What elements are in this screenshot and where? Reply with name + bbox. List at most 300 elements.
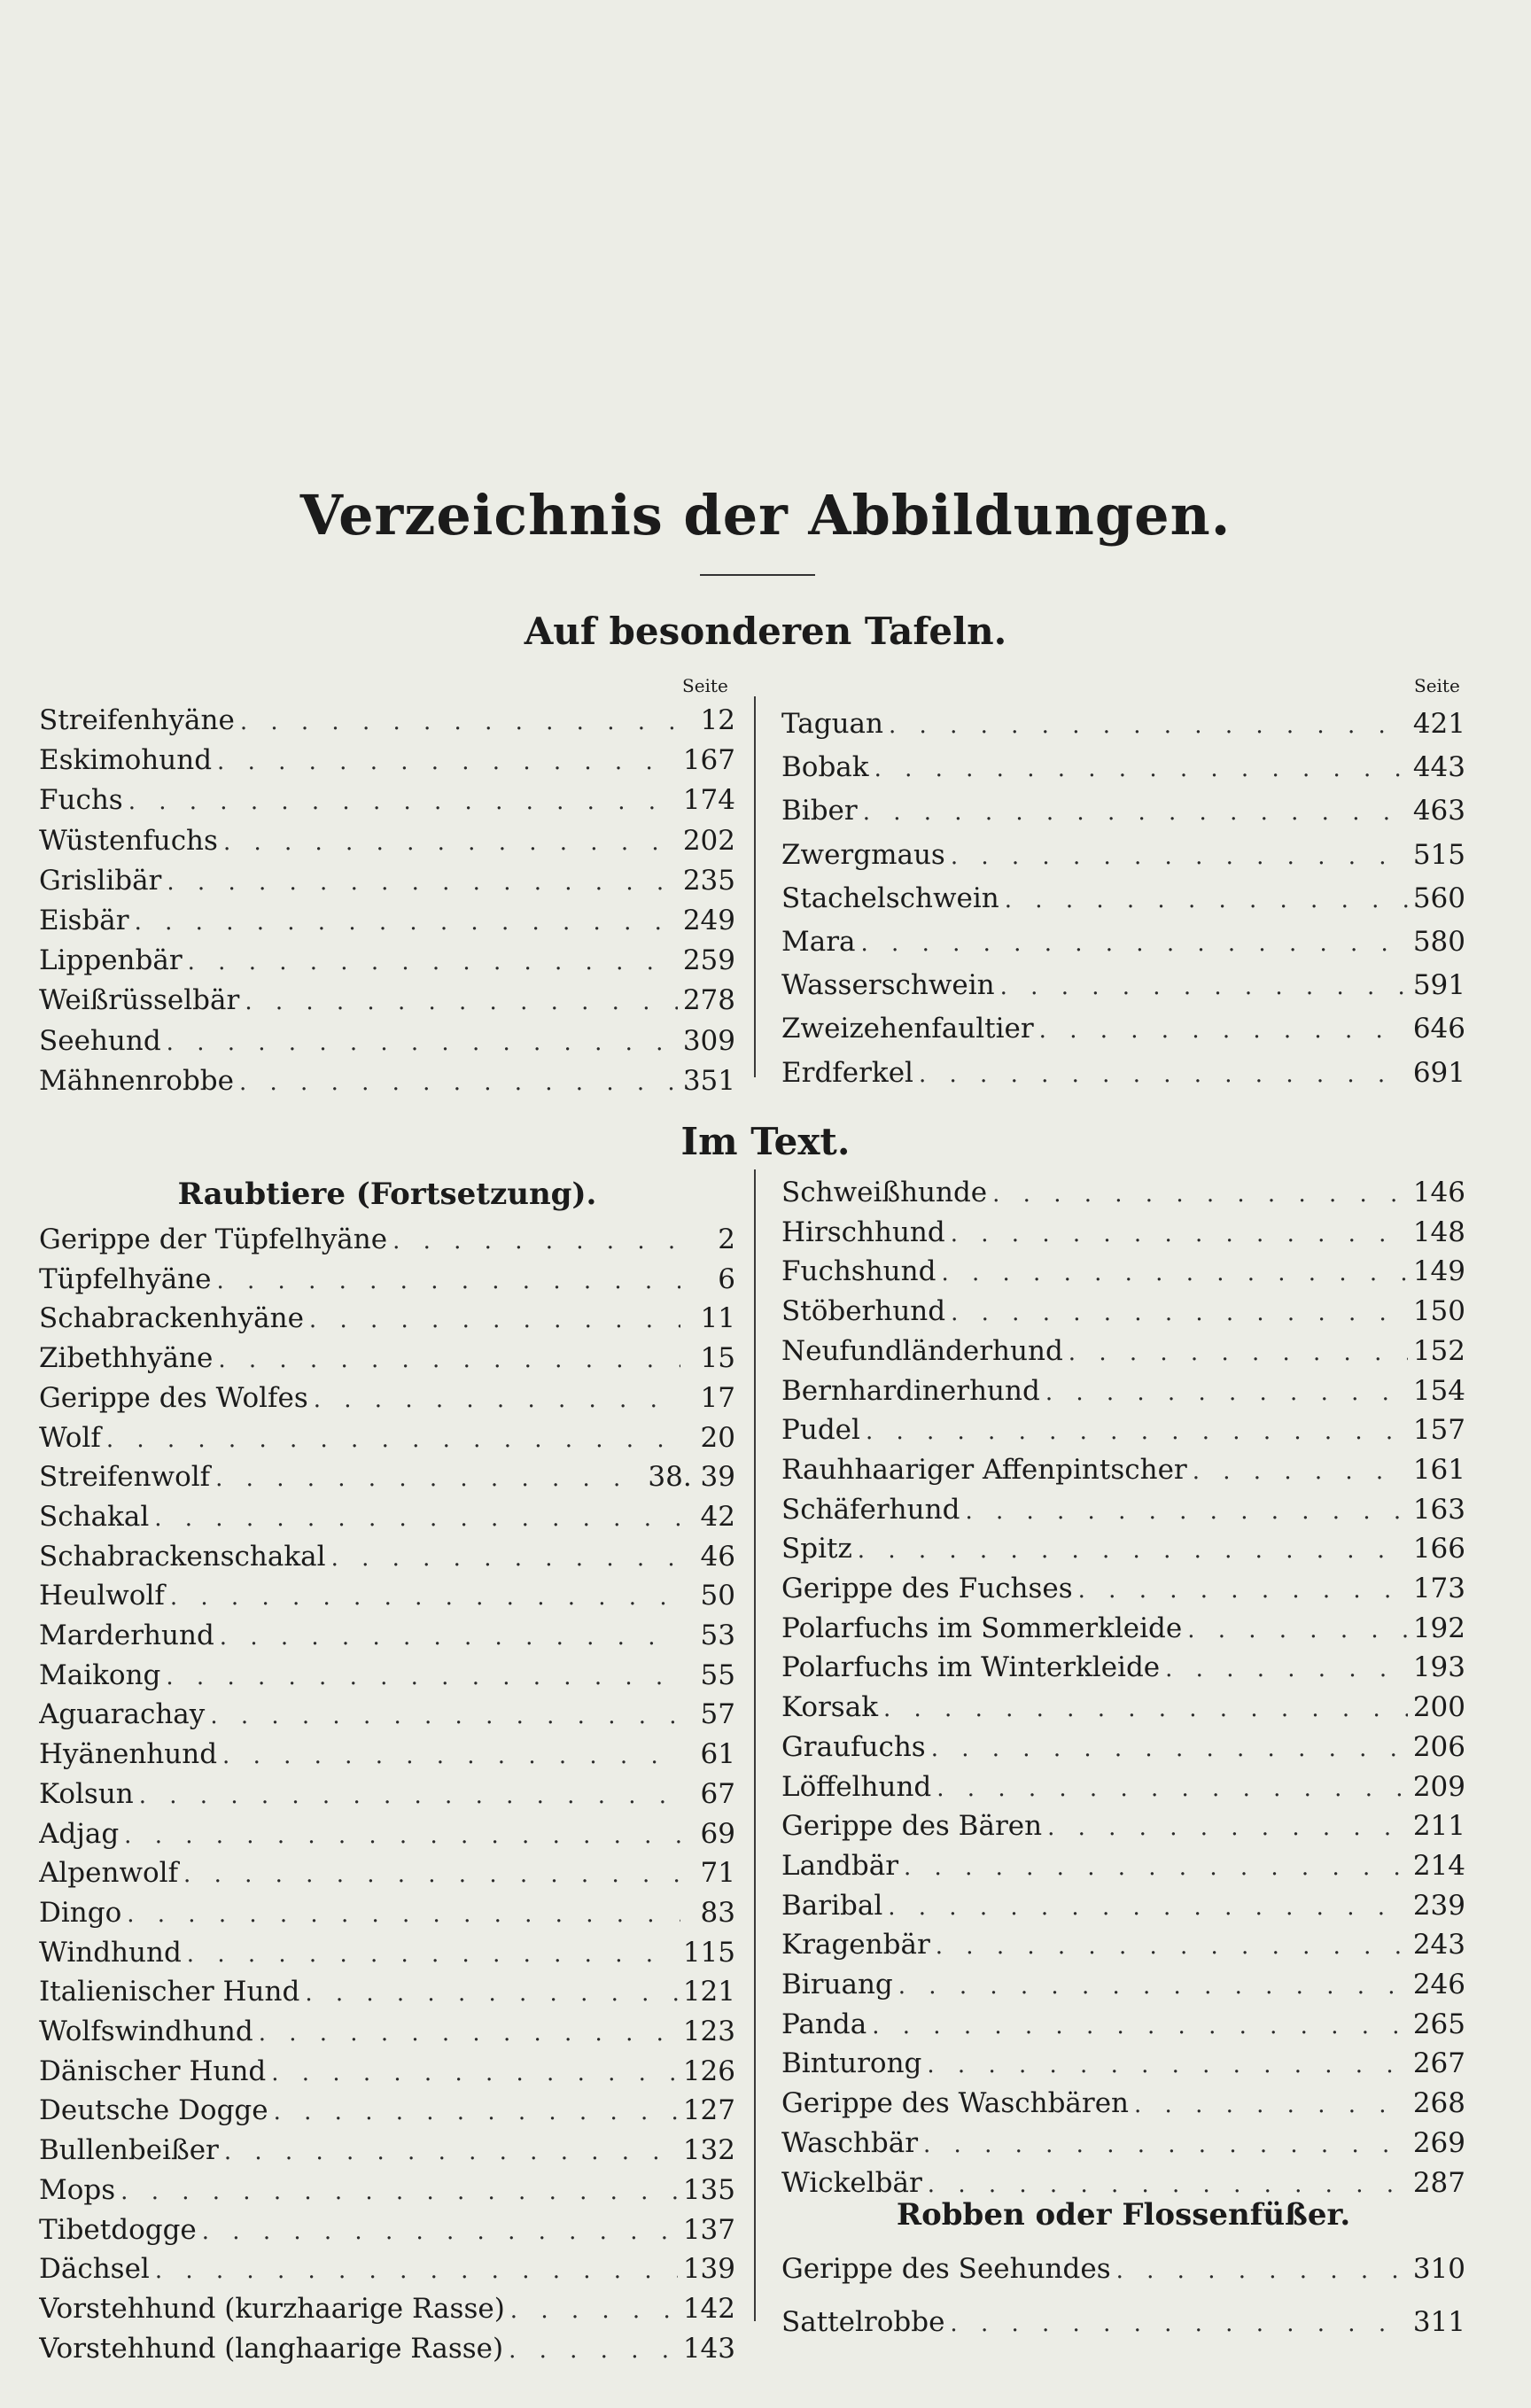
entry-page: 259 xyxy=(682,944,735,977)
dot-leader xyxy=(510,2292,678,2330)
list-item xyxy=(781,1253,1465,1293)
column-divider-text xyxy=(754,1169,756,2321)
entry-page: 193 xyxy=(1412,1651,1465,1684)
entry-name: Waschbär xyxy=(781,2126,919,2159)
entry-page: 17 xyxy=(700,1381,735,1414)
dot-leader xyxy=(951,836,1408,878)
robben-list xyxy=(781,2243,1465,2350)
list-item xyxy=(39,822,735,862)
entry-page: 50 xyxy=(700,1580,735,1612)
dot-leader xyxy=(992,1176,1408,1214)
dot-leader xyxy=(936,1928,1408,1966)
entry-name: Stöberhund xyxy=(781,1295,946,1328)
list-item xyxy=(39,1775,735,1815)
list-item xyxy=(39,2171,735,2211)
entry-name: Maikong xyxy=(39,1658,161,1691)
list-item xyxy=(781,835,1465,878)
list-item xyxy=(39,1379,735,1419)
list-item xyxy=(39,2211,735,2251)
entry-name: Wasserschwein xyxy=(781,969,995,1002)
list-item xyxy=(39,1498,735,1538)
list-item xyxy=(39,1815,735,1855)
dot-leader xyxy=(240,703,680,742)
entry-page: 560 xyxy=(1412,882,1465,914)
list-item xyxy=(39,1973,735,2013)
list-item xyxy=(39,1577,735,1617)
dot-leader xyxy=(923,2126,1408,2164)
entry-name: Landbär xyxy=(781,1849,899,1882)
entry-page: 421 xyxy=(1412,708,1465,740)
dot-leader xyxy=(965,1493,1407,1531)
list-item xyxy=(39,1419,735,1459)
heading-tafeln: Auf besonderen Tafeln. xyxy=(524,610,1007,653)
entry-page: 202 xyxy=(682,824,735,857)
entry-page: 310 xyxy=(1412,2253,1465,2285)
list-item xyxy=(39,1022,735,1062)
list-item xyxy=(781,1887,1465,1927)
entry-name: Dächsel xyxy=(39,2253,150,2286)
entry-name: Eskimohund xyxy=(39,744,213,777)
list-item xyxy=(39,862,735,902)
entry-page: 142 xyxy=(682,2292,735,2325)
entry-name: Gerippe des Waschbären xyxy=(781,2087,1130,2120)
list-item xyxy=(39,1062,735,1102)
entry-name: Hyänenhund xyxy=(39,1738,218,1771)
entry-name: Schabrackenhyäne xyxy=(39,1302,304,1335)
entry-page: 149 xyxy=(1412,1255,1465,1288)
entry-page: 57 xyxy=(700,1698,735,1731)
dot-leader xyxy=(888,1889,1408,1927)
entry-name: Stachelschwein xyxy=(781,882,999,914)
entry-page: 11 xyxy=(700,1302,735,1335)
list-item xyxy=(781,1372,1465,1412)
dot-leader xyxy=(1078,1572,1408,1610)
entry-page: 132 xyxy=(682,2134,735,2167)
list-item xyxy=(39,1696,735,1736)
entry-page: 71 xyxy=(700,1857,735,1890)
entry-page: 192 xyxy=(1412,1612,1465,1644)
entry-page: 311 xyxy=(1412,2306,1465,2338)
entry-page: 235 xyxy=(682,864,735,897)
entry-page: 2 xyxy=(718,1223,735,1255)
dot-leader xyxy=(120,2173,678,2211)
list-item xyxy=(39,1458,735,1498)
tafeln-list-left xyxy=(39,702,735,1102)
dot-leader xyxy=(170,1579,680,1617)
entry-page: 243 xyxy=(1412,1929,1465,1961)
entry-page: 246 xyxy=(1412,1969,1465,2001)
dot-leader xyxy=(392,1223,680,1261)
list-item xyxy=(781,1728,1465,1768)
dot-leader xyxy=(858,1532,1408,1570)
list-item xyxy=(39,1934,735,1974)
dot-leader xyxy=(223,824,678,862)
entry-page: 146 xyxy=(1412,1177,1465,1208)
dot-leader xyxy=(866,1413,1408,1451)
entry-page: 83 xyxy=(700,1896,735,1929)
dot-leader xyxy=(883,1690,1408,1728)
entry-name: Zweizehenfaultier xyxy=(781,1013,1034,1045)
entry-name: Neufundländerhund xyxy=(781,1334,1063,1367)
list-item xyxy=(781,921,1465,965)
list-item xyxy=(781,1053,1465,1096)
entry-name: Zwergmaus xyxy=(781,838,945,871)
dot-leader xyxy=(245,983,678,1021)
list-item xyxy=(39,1617,735,1657)
entry-page: 278 xyxy=(682,984,735,1017)
list-item xyxy=(781,1491,1465,1531)
text-list-left xyxy=(39,1221,735,2369)
entry-name: Vorstehhund (kurzhaarige Rasse) xyxy=(39,2292,505,2325)
entry-page: 211 xyxy=(1412,1810,1465,1843)
entry-page: 206 xyxy=(1412,1730,1465,1763)
dot-leader xyxy=(271,2055,678,2093)
list-item xyxy=(781,1807,1465,1847)
entry-name: Bobak xyxy=(781,751,869,784)
list-item xyxy=(39,1736,735,1775)
dot-leader xyxy=(167,864,677,902)
dot-leader xyxy=(183,1856,680,1894)
list-item xyxy=(781,1610,1465,1650)
list-item xyxy=(39,1261,735,1301)
dot-leader xyxy=(106,1421,680,1459)
dot-leader xyxy=(220,1619,680,1657)
list-item xyxy=(39,1854,735,1894)
entry-page: 135 xyxy=(682,2173,735,2206)
entry-page: 173 xyxy=(1412,1573,1465,1605)
entry-page: 287 xyxy=(1412,2166,1465,2199)
list-item xyxy=(39,1657,735,1697)
dot-leader xyxy=(872,2008,1408,2046)
entry-name: Tibetdogge xyxy=(39,2213,197,2246)
dot-leader xyxy=(1187,1612,1408,1650)
dot-leader xyxy=(218,1341,680,1379)
entry-name: Mara xyxy=(781,926,856,959)
entry-page: 249 xyxy=(682,905,735,937)
list-item xyxy=(781,1332,1465,1372)
entry-name: Korsak xyxy=(781,1691,878,1724)
entry-page: 646 xyxy=(1412,1013,1465,1045)
entry-page: 42 xyxy=(700,1500,735,1533)
entry-name: Heulwolf xyxy=(39,1580,165,1612)
dot-leader xyxy=(1005,880,1408,921)
list-item xyxy=(781,1530,1465,1570)
entry-name: Bullenbeißer xyxy=(39,2134,219,2167)
entry-page: 15 xyxy=(700,1342,735,1375)
list-item xyxy=(781,2085,1465,2124)
entry-name: Streifenwolf xyxy=(39,1461,211,1494)
entry-page: 691 xyxy=(1412,1056,1465,1089)
entry-page: 6 xyxy=(718,1262,735,1295)
entry-name: Schakal xyxy=(39,1500,150,1533)
list-item xyxy=(781,1768,1465,1808)
entry-page: 12 xyxy=(700,704,735,736)
entry-name: Kolsun xyxy=(39,1777,134,1810)
entry-page: 163 xyxy=(1412,1493,1465,1526)
entry-name: Gerippe der Tüpfelhyäne xyxy=(39,1223,388,1255)
dot-leader xyxy=(217,743,678,781)
dot-leader xyxy=(210,1697,680,1736)
entry-name: Schabrackenschakal xyxy=(39,1540,326,1573)
list-item xyxy=(781,703,1465,747)
entry-name: Dingo xyxy=(39,1896,122,1929)
entry-name: Marderhund xyxy=(39,1620,214,1652)
dot-leader xyxy=(509,2332,678,2370)
entry-name: Polarfuchs im Winterkleide xyxy=(781,1651,1161,1684)
list-item xyxy=(781,878,1465,921)
entry-page: 152 xyxy=(1412,1334,1465,1367)
list-item xyxy=(39,781,735,821)
dot-leader xyxy=(1047,1809,1408,1847)
entry-name: Deutsche Dogge xyxy=(39,2094,268,2127)
dot-leader xyxy=(1193,1453,1408,1491)
entry-name: Rauhhaariger Affenpintscher xyxy=(781,1453,1187,1486)
entry-page: 267 xyxy=(1412,2047,1465,2080)
list-item xyxy=(781,1847,1465,1887)
list-item xyxy=(39,2290,735,2330)
entry-page: 309 xyxy=(682,1024,735,1057)
dot-leader xyxy=(135,904,678,942)
list-item xyxy=(781,2296,1465,2350)
entry-name: Sattelrobbe xyxy=(781,2306,945,2338)
entry-name: Bernhardinerhund xyxy=(781,1374,1040,1407)
subheading-raubtiere xyxy=(39,1177,735,1212)
dot-leader xyxy=(187,1936,678,1974)
list-item xyxy=(39,2132,735,2171)
entry-name: Kragenbär xyxy=(781,1929,930,1961)
entry-page: 127 xyxy=(682,2094,735,2127)
entry-name: Adjag xyxy=(39,1817,120,1850)
entry-page: 167 xyxy=(682,744,735,777)
entry-page: 46 xyxy=(700,1540,735,1573)
list-item xyxy=(781,747,1465,790)
entry-name: Mähnenrobbe xyxy=(39,1064,234,1097)
entry-page: 150 xyxy=(1412,1295,1465,1328)
seite-label-right: Seite xyxy=(1414,675,1460,696)
list-item xyxy=(781,1008,1465,1052)
entry-name: Lippenbär xyxy=(39,944,183,977)
dot-leader xyxy=(239,1064,678,1102)
list-item xyxy=(39,1894,735,1934)
list-item xyxy=(39,2013,735,2053)
list-item xyxy=(39,2330,735,2370)
list-item xyxy=(781,2124,1465,2164)
dot-leader xyxy=(127,1896,680,1934)
dot-leader xyxy=(309,1301,680,1340)
list-item xyxy=(781,1293,1465,1332)
entry-name: Hirschhund xyxy=(781,1216,945,1248)
dot-leader xyxy=(1134,2086,1408,2124)
entry-name: Wickelbär xyxy=(781,2166,922,2199)
tafeln-list-right xyxy=(781,703,1465,1096)
dot-leader xyxy=(154,1500,680,1538)
entry-page: 61 xyxy=(700,1738,735,1771)
entry-page: 239 xyxy=(1412,1889,1465,1922)
entry-name: Gerippe des Bären xyxy=(781,1810,1043,1843)
dot-leader xyxy=(217,1262,681,1301)
entry-name: Baribal xyxy=(781,1889,883,1922)
dot-leader xyxy=(139,1777,680,1815)
entry-page: 121 xyxy=(682,1976,735,2008)
entry-name: Fuchshund xyxy=(781,1255,936,1288)
dot-leader xyxy=(1039,1010,1408,1052)
list-item xyxy=(781,790,1465,834)
seite-label-left: Seite xyxy=(682,675,728,696)
entry-page: 20 xyxy=(700,1421,735,1454)
entry-page: 67 xyxy=(700,1777,735,1810)
dot-leader xyxy=(951,1294,1408,1332)
dot-leader xyxy=(124,1817,680,1855)
entry-page: 161 xyxy=(1412,1453,1465,1486)
dot-leader xyxy=(919,1054,1408,1096)
dot-leader xyxy=(314,1381,680,1419)
dot-leader xyxy=(202,2213,678,2251)
list-item xyxy=(781,2243,1465,2296)
subheading-raubtiere-note: (Fortsetzung). xyxy=(355,1177,597,1212)
dot-leader xyxy=(305,1975,678,2013)
dot-leader xyxy=(1069,1334,1408,1372)
entry-name: Zibethhyäne xyxy=(39,1342,214,1375)
list-item xyxy=(781,1649,1465,1689)
dot-leader xyxy=(1165,1651,1408,1689)
list-item xyxy=(781,1214,1465,1254)
entry-name: Fuchs xyxy=(39,784,123,817)
entry-name: Mops xyxy=(39,2173,116,2206)
entry-name: Dänischer Hund xyxy=(39,2055,267,2087)
entry-page: 123 xyxy=(682,2016,735,2048)
entry-page: 137 xyxy=(682,2213,735,2246)
entry-name: Windhund xyxy=(39,1936,182,1969)
dot-leader xyxy=(222,1737,680,1775)
dot-leader xyxy=(155,2252,678,2290)
entry-name: Erdferkel xyxy=(781,1056,913,1089)
page-title: Verzeichnis der Abbildungen. xyxy=(299,483,1232,548)
entry-name: Polarfuchs im Sommerkleide xyxy=(781,1612,1183,1644)
entry-page: 115 xyxy=(682,1936,735,1969)
entry-page: 139 xyxy=(682,2253,735,2286)
entry-name: Streifenhyäne xyxy=(39,704,235,736)
entry-name: Graufuchs xyxy=(781,1730,926,1763)
entry-page: 174 xyxy=(682,784,735,817)
list-item xyxy=(39,2092,735,2132)
list-item xyxy=(39,702,735,742)
entry-page: 166 xyxy=(1412,1533,1465,1565)
entry-page: 463 xyxy=(1412,795,1465,827)
dot-leader xyxy=(941,1254,1407,1293)
entry-name: Seehund xyxy=(39,1024,161,1057)
entry-page: 143 xyxy=(682,2332,735,2365)
entry-page: 148 xyxy=(1412,1216,1465,1248)
entry-name: Aguarachay xyxy=(39,1698,206,1731)
entry-name: Vorstehhund (langhaarige Rasse) xyxy=(39,2332,504,2365)
list-item xyxy=(39,2053,735,2093)
list-item xyxy=(781,1411,1465,1451)
dot-leader xyxy=(898,1968,1408,2006)
list-item xyxy=(781,1926,1465,1966)
entry-page: 209 xyxy=(1412,1770,1465,1803)
entry-page: 38. 39 xyxy=(648,1461,735,1494)
list-item xyxy=(781,2006,1465,2046)
list-item xyxy=(39,942,735,982)
dot-leader xyxy=(1045,1374,1408,1412)
entry-page: 55 xyxy=(700,1658,735,1691)
entry-page: 53 xyxy=(700,1620,735,1652)
entry-name: Biruang xyxy=(781,1969,893,2001)
entry-page: 580 xyxy=(1412,926,1465,959)
list-item xyxy=(781,1689,1465,1728)
entry-page: 126 xyxy=(682,2055,735,2087)
list-item xyxy=(39,982,735,1021)
entry-name: Schweißhunde xyxy=(781,1177,988,1208)
dot-leader xyxy=(166,1658,680,1697)
entry-name: Wüstenfuchs xyxy=(39,824,218,857)
list-item xyxy=(781,1966,1465,2006)
entry-page: 265 xyxy=(1412,2008,1465,2040)
dot-leader xyxy=(128,783,678,821)
list-item xyxy=(781,1451,1465,1491)
entry-name: Gerippe des Seehundes xyxy=(781,2253,1111,2285)
entry-page: 157 xyxy=(1412,1414,1465,1447)
dot-leader xyxy=(951,1216,1408,1254)
dot-leader xyxy=(936,1770,1408,1808)
entry-page: 154 xyxy=(1412,1374,1465,1407)
entry-name: Gerippe des Fuchses xyxy=(781,1573,1073,1605)
title-rule xyxy=(700,574,815,576)
entry-name: Weißrüsselbär xyxy=(39,984,240,1017)
entry-name: Pudel xyxy=(781,1414,860,1447)
dot-leader xyxy=(215,1460,642,1498)
list-item xyxy=(39,1300,735,1340)
list-item xyxy=(39,1538,735,1578)
entry-page: 268 xyxy=(1412,2087,1465,2120)
dot-leader xyxy=(874,749,1408,790)
entry-name: Taguan xyxy=(781,708,884,740)
list-item xyxy=(39,1340,735,1379)
entry-name: Italienischer Hund xyxy=(39,1976,300,2008)
entry-name: Panda xyxy=(781,2008,867,2040)
entry-page: 591 xyxy=(1412,969,1465,1002)
entry-page: 443 xyxy=(1412,751,1465,784)
entry-name: Alpenwolf xyxy=(39,1857,179,1890)
subheading-robben: Robben oder Flossenfüßer. xyxy=(896,2197,1351,2233)
list-item xyxy=(781,965,1465,1008)
dot-leader xyxy=(274,2093,678,2132)
entry-name: Biber xyxy=(781,795,858,827)
entry-name: Grislibär xyxy=(39,864,162,897)
entry-page: 515 xyxy=(1412,838,1465,871)
entry-name: Spitz xyxy=(781,1533,852,1565)
entry-name: Binturong xyxy=(781,2047,922,2080)
entry-page: 351 xyxy=(682,1064,735,1097)
entry-name: Tüpfelhyäne xyxy=(39,1262,212,1295)
dot-leader xyxy=(861,923,1408,965)
list-item xyxy=(781,2045,1465,2085)
subheading-raubtiere-title: Raubtiere xyxy=(177,1177,346,1212)
dot-leader xyxy=(931,1730,1408,1768)
entry-name: Wolfswindhund xyxy=(39,2016,253,2048)
entry-page: 69 xyxy=(700,1817,735,1850)
dot-leader xyxy=(904,1849,1408,1887)
dot-leader xyxy=(224,2133,678,2171)
list-item xyxy=(39,1221,735,1261)
list-item xyxy=(39,902,735,942)
entry-name: Eisbär xyxy=(39,905,129,937)
entry-name: Schäferhund xyxy=(781,1493,960,1526)
dot-leader xyxy=(889,705,1408,747)
text-list-right xyxy=(781,1174,1465,2203)
dot-leader xyxy=(259,2015,678,2053)
entry-page: 269 xyxy=(1412,2126,1465,2159)
